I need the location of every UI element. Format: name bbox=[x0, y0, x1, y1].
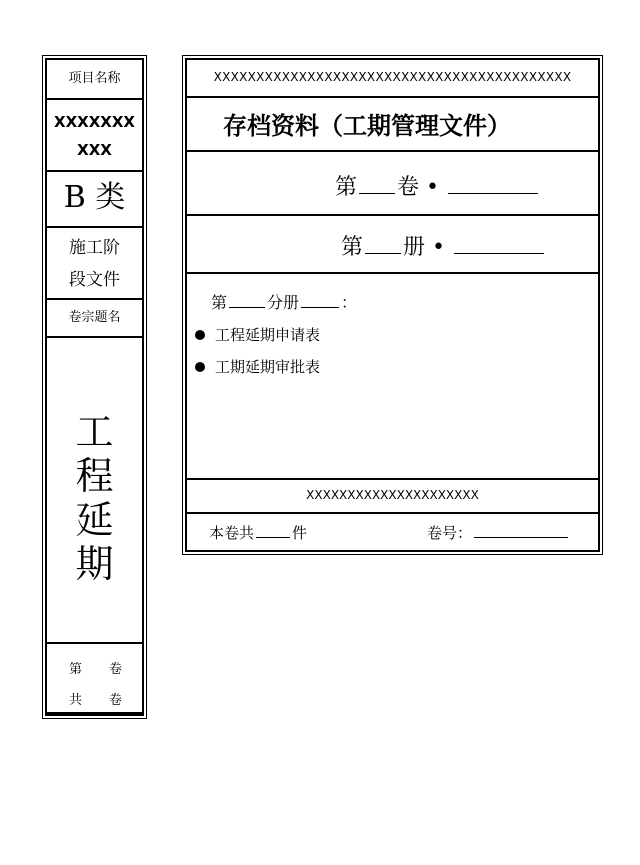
volume-numbering bbox=[47, 644, 142, 714]
volume-blank[interactable] bbox=[359, 171, 395, 194]
bullet-dot-icon: • bbox=[432, 235, 446, 260]
divider bbox=[187, 512, 598, 514]
bullet-icon bbox=[195, 330, 205, 340]
subbook-name-blank[interactable] bbox=[301, 291, 339, 308]
project-name-label bbox=[47, 60, 142, 100]
subbook-mid: 分册 bbox=[267, 293, 300, 312]
stage-line1: 施工阶 bbox=[69, 238, 120, 258]
list-item bbox=[195, 356, 320, 377]
list-item-text: 工程延期申请表 bbox=[215, 326, 321, 344]
subbook-prefix: 第 bbox=[211, 293, 228, 312]
divider bbox=[187, 150, 598, 152]
bullet-icon bbox=[195, 362, 205, 372]
list-item bbox=[195, 324, 320, 345]
project-name-line2: XXX bbox=[77, 141, 112, 159]
volume-name-blank[interactable] bbox=[448, 171, 538, 194]
cover-card bbox=[185, 58, 600, 552]
book-line bbox=[341, 230, 546, 261]
divider bbox=[187, 478, 598, 480]
book-prefix: 第 bbox=[341, 235, 364, 260]
subbook-blank[interactable] bbox=[229, 291, 265, 308]
item-count-prefix: 本卷共 bbox=[209, 524, 255, 542]
cover-title: 存档资料（工期管理文件） bbox=[223, 111, 511, 140]
category bbox=[47, 172, 142, 228]
book-mid: 册 bbox=[403, 235, 426, 260]
volume-total-right: 卷 bbox=[109, 693, 123, 708]
volume-total-left: 共 bbox=[69, 693, 83, 708]
subbook-line bbox=[211, 290, 357, 313]
stage-line2: 段文件 bbox=[69, 270, 120, 290]
volume-mid: 卷 bbox=[397, 175, 420, 200]
divider bbox=[187, 96, 598, 98]
item-count-blank[interactable] bbox=[256, 522, 290, 538]
book-blank[interactable] bbox=[365, 231, 401, 254]
project-name-label-text: 项目名称 bbox=[68, 71, 121, 86]
project-name-line1: XXXXXXX bbox=[54, 113, 135, 131]
list-item-text: 工期延期审批表 bbox=[215, 358, 321, 376]
volume-title-char: 期 bbox=[75, 542, 114, 586]
volume-title-char: 工 bbox=[75, 410, 114, 454]
spine-label bbox=[45, 58, 144, 716]
volume-number-left: 第 bbox=[69, 662, 83, 677]
stage bbox=[47, 228, 142, 300]
item-count-suffix: 件 bbox=[292, 524, 308, 542]
book-name-blank[interactable] bbox=[454, 231, 544, 254]
volume-title-char: 程 bbox=[75, 454, 114, 498]
volume-title bbox=[47, 338, 142, 644]
item-count bbox=[209, 522, 307, 543]
divider bbox=[187, 214, 598, 216]
category-text: B 类 bbox=[63, 180, 126, 215]
volume-title-label bbox=[47, 300, 142, 338]
volume-line bbox=[335, 170, 540, 201]
divider bbox=[187, 272, 598, 274]
footer-code: XXXXXXXXXXXXXXXXXXXXX bbox=[306, 488, 479, 502]
header-code: XXXXXXXXXXXXXXXXXXXXXXXXXXXXXXXXXXXXXXXXXX bbox=[213, 70, 572, 84]
volume-number bbox=[427, 522, 570, 543]
project-name-value bbox=[47, 100, 142, 172]
volume-number-right: 卷 bbox=[109, 662, 123, 677]
subbook-colon: ： bbox=[341, 293, 358, 312]
volume-title-label-text: 卷宗题名 bbox=[68, 310, 121, 325]
volume-number-blank[interactable] bbox=[474, 522, 568, 538]
volume-title-char: 延 bbox=[75, 498, 114, 542]
volume-prefix: 第 bbox=[335, 175, 358, 200]
bullet-dot-icon: • bbox=[426, 175, 440, 200]
volume-number-label: 卷号： bbox=[427, 524, 473, 542]
